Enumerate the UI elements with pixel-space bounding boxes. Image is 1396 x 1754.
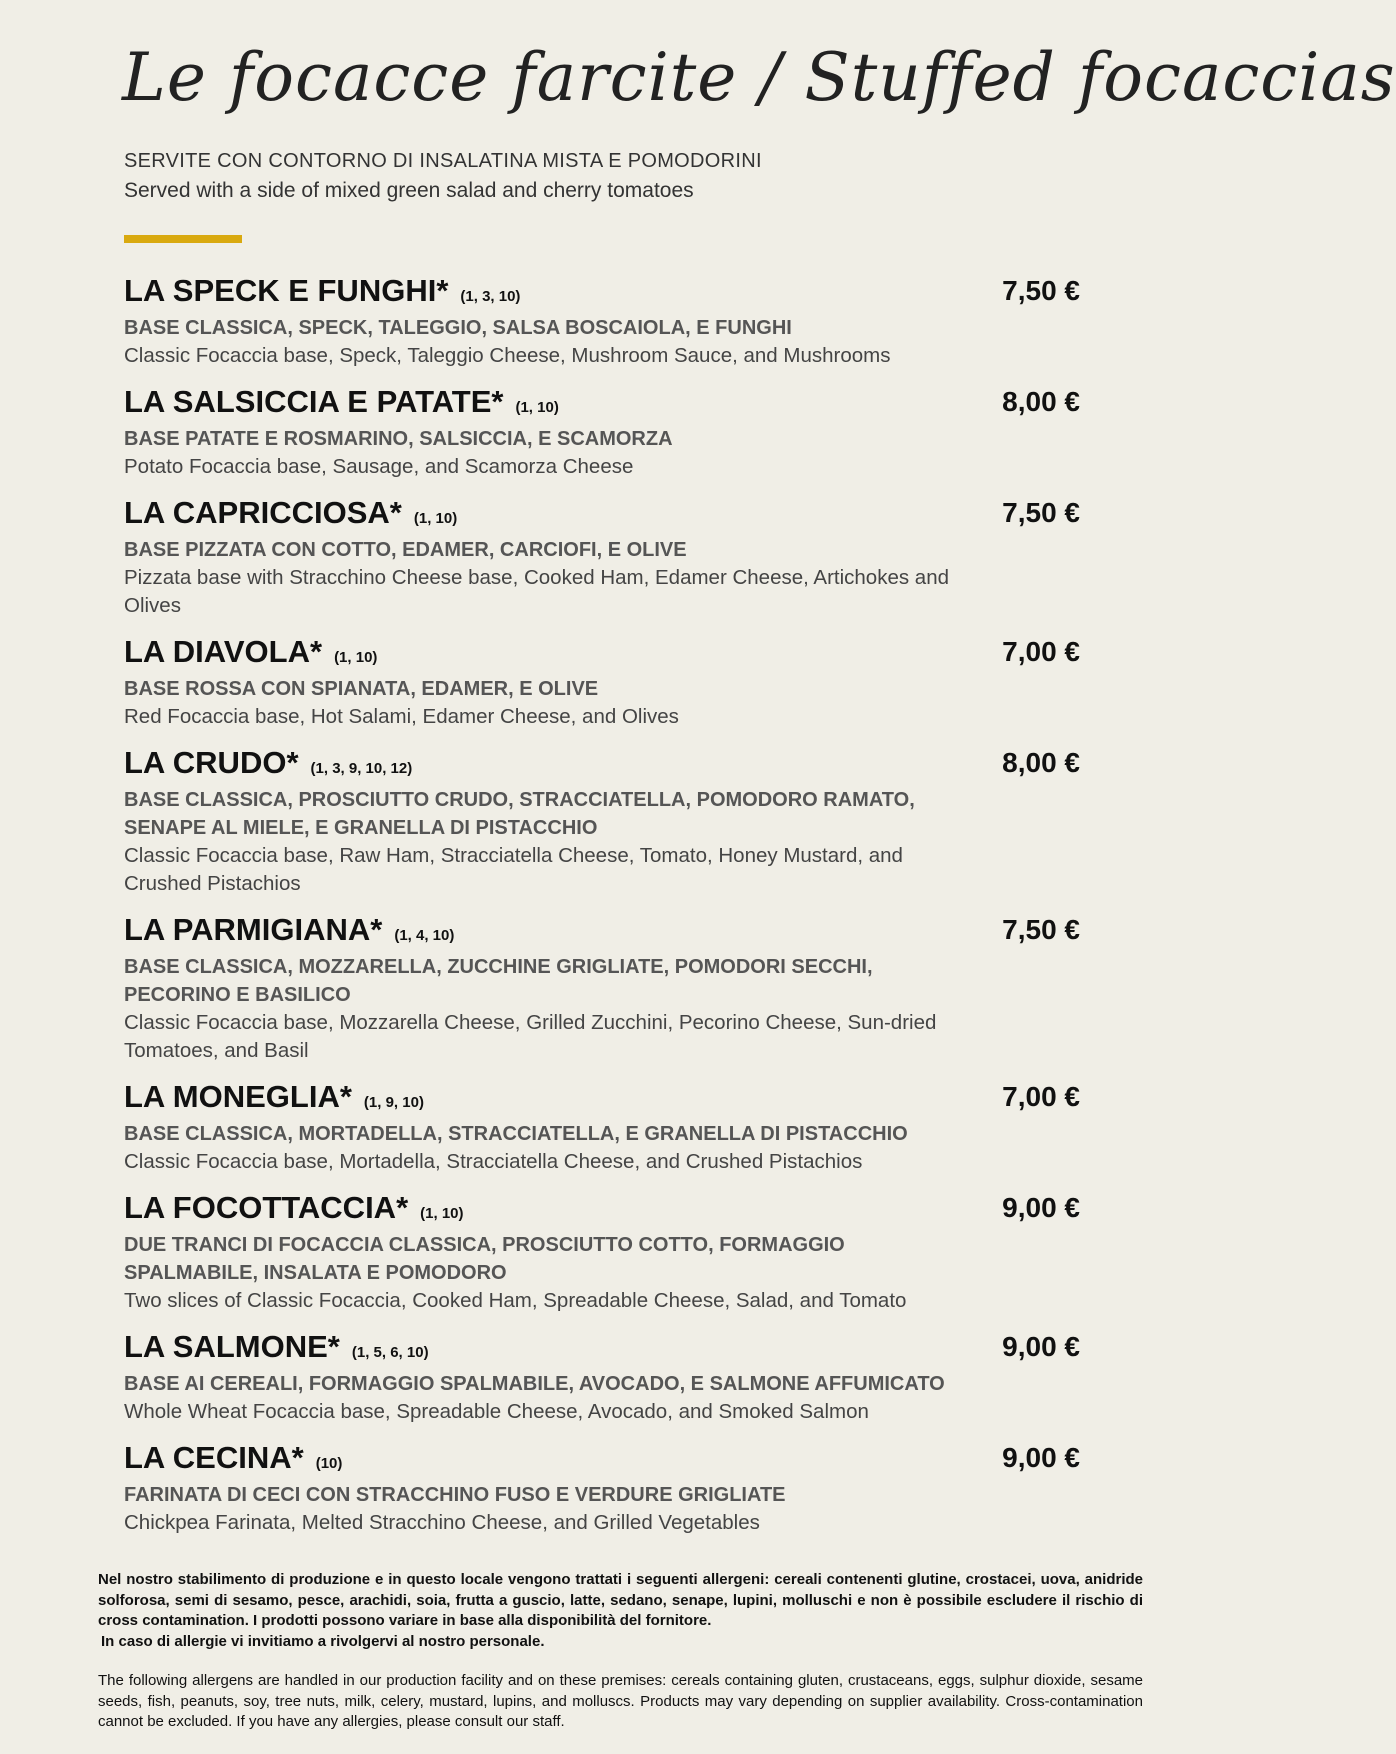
subtitle-italian: SERVITE CON CONTORNO DI INSALATINA MISTA E POMODORINI	[124, 150, 762, 172]
menu-item	[124, 1076, 1104, 1176]
item-allergens: (1, 10)	[515, 399, 559, 416]
item-name: LA SALSICCIA E PATATE*	[124, 384, 504, 419]
page-title: Le focacce farcite / Stuffed focaccias	[122, 39, 1396, 116]
item-name: LA DIAVOLA*	[124, 634, 323, 669]
item-description-italian: BASE ROSSA CON SPIANATA, EDAMER, E OLIVE	[124, 678, 599, 700]
menu-item	[124, 270, 1104, 370]
item-name: LA CAPRICCIOSA*	[124, 495, 402, 530]
item-description-italian: BASE CLASSICA, SPECK, TALEGGIO, SALSA BOSCAIOLA, E FUNGHI	[124, 317, 792, 339]
item-allergens: (1, 10)	[413, 510, 458, 527]
menu-item	[124, 909, 1104, 1065]
item-description-english: Whole Wheat Focaccia base, Spreadable Cheese, Avocado, and Smoked Salmon	[124, 1400, 869, 1423]
item-price: 7,50 €	[1002, 497, 1080, 528]
item-allergens: (1, 3, 10)	[460, 288, 521, 305]
accent-divider	[124, 235, 242, 243]
item-allergens: (1, 5, 6, 10)	[351, 1344, 429, 1361]
item-name: LA CECINA*	[124, 1440, 304, 1475]
item-description-english: Classic Focaccia base, Mortadella, Stracciatella Cheese, and Crushed Pistachios	[124, 1150, 863, 1173]
item-price: 9,00 €	[1002, 1331, 1080, 1362]
item-description-english: Potato Focaccia base, Sausage, and Scamorza Cheese	[124, 455, 634, 478]
menu-item	[124, 1326, 1104, 1426]
item-name: LA PARMIGIANA*	[124, 912, 383, 947]
item-allergens: (1, 10)	[420, 1205, 464, 1222]
item-price: 7,00 €	[1002, 636, 1080, 667]
item-allergens: (1, 4, 10)	[394, 927, 455, 944]
allergy-contact-italian: In caso di allergie vi invitiamo a rivolgervi al nostro personale.	[101, 1632, 545, 1650]
item-name: LA SALMONE*	[124, 1329, 340, 1364]
menu-list	[124, 270, 1104, 1548]
item-description-english: Red Focaccia base, Hot Salami, Edamer Cheese, and Olives	[124, 705, 679, 728]
item-description-english: Classic Focaccia base, Mozzarella Cheese, Grilled Zucchini, Pecorino Cheese, Sun-dried Tomatoes, and Basil	[124, 1011, 937, 1062]
item-name: LA FOCOTTACCIA*	[124, 1190, 409, 1225]
menu-item	[124, 631, 1104, 731]
item-description-italian: FARINATA DI CECI CON STRACCHINO FUSO E VERDURE GRIGLIATE	[124, 1484, 786, 1506]
allergen-notice-english: The following allergens are handled in our production facility and on these premises: cereals containing gluten, crustaceans, eggs, sulphur dioxide, sesame seeds, fish, peanuts, soy, tree nuts, milk, celery, mustard, lupins, and molluscs. Products may vary depending on supplier availability. Cross-contamination cannot be excluded. If you have any allergies, please consult our staff.	[98, 1672, 1143, 1730]
item-price: 8,00 €	[1002, 386, 1080, 417]
item-allergens: (1, 10)	[334, 649, 378, 666]
item-allergens: (10)	[315, 1455, 343, 1472]
item-name: LA MONEGLIA*	[124, 1079, 352, 1114]
item-description-english: Chickpea Farinata, Melted Stracchino Cheese, and Grilled Vegetables	[124, 1511, 760, 1534]
item-description-italian: BASE CLASSICA, PROSCIUTTO CRUDO, STRACCIATELLA, POMODORO RAMATO, SENAPE AL MIELE, E GRANELLA DI PISTACCHIO	[124, 789, 915, 839]
item-price: 7,50 €	[1002, 914, 1080, 945]
menu-item	[124, 492, 1104, 620]
item-description-italian: BASE CLASSICA, MORTADELLA, STRACCIATELLA, E GRANELLA DI PISTACCHIO	[124, 1123, 908, 1145]
menu-item	[124, 1437, 1104, 1537]
menu-item	[124, 381, 1104, 481]
item-description-italian: BASE PATATE E ROSMARINO, SALSICCIA, E SCAMORZA	[124, 428, 673, 450]
item-price: 8,00 €	[1002, 747, 1080, 778]
item-allergens: (1, 3, 9, 10, 12)	[310, 760, 413, 777]
item-description-italian: BASE PIZZATA CON COTTO, EDAMER, CARCIOFI, E OLIVE	[124, 539, 687, 561]
menu-item	[124, 742, 1104, 898]
item-description-italian: BASE CLASSICA, MOZZARELLA, ZUCCHINE GRIGLIATE, POMODORI SECCHI, PECORINO E BASILICO	[124, 956, 873, 1006]
subtitle-english: Served with a side of mixed green salad and cherry tomatoes	[124, 179, 694, 202]
item-price: 9,00 €	[1002, 1442, 1080, 1473]
item-description-english: Classic Focaccia base, Raw Ham, Stracciatella Cheese, Tomato, Honey Mustard, and Crushed Pistachios	[124, 844, 903, 895]
item-description-english: Pizzata base with Stracchino Cheese base, Cooked Ham, Edamer Cheese, Artichokes and Olives	[124, 566, 949, 617]
item-price: 7,50 €	[1002, 275, 1080, 306]
item-price: 9,00 €	[1002, 1192, 1080, 1223]
item-description-english: Two slices of Classic Focaccia, Cooked Ham, Spreadable Cheese, Salad, and Tomato	[124, 1289, 907, 1312]
item-description-italian: BASE AI CEREALI, FORMAGGIO SPALMABILE, AVOCADO, E SALMONE AFFUMICATO	[124, 1373, 945, 1395]
menu-item	[124, 1187, 1104, 1315]
item-description-english: Classic Focaccia base, Speck, Taleggio Cheese, Mushroom Sauce, and Mushrooms	[124, 344, 891, 367]
item-allergens: (1, 9, 10)	[363, 1094, 424, 1111]
allergen-notice-italian: Nel nostro stabilimento di produzione e in questo locale vengono trattati i seguenti allergeni: cereali contenenti glutine, crostacei, uova, anidride solforosa, semi di sesamo, pesce, arachidi, soia, frutta a guscio, latte, sedano, senape, lupini, molluschi e non è possibile escludere il rischio di cross contamination. I prodotti possono variare in base alla disponibilità del fornitore.	[98, 1571, 1143, 1629]
allergen-notice	[98, 1570, 1143, 1733]
item-price: 7,00 €	[1002, 1081, 1080, 1112]
item-name: LA CRUDO*	[124, 745, 299, 780]
item-name: LA SPECK E FUNGHI*	[124, 273, 449, 308]
item-description-italian: DUE TRANCI DI FOCACCIA CLASSICA, PROSCIUTTO COTTO, FORMAGGIO SPALMABILE, INSALATA E POMODORO	[124, 1234, 845, 1284]
